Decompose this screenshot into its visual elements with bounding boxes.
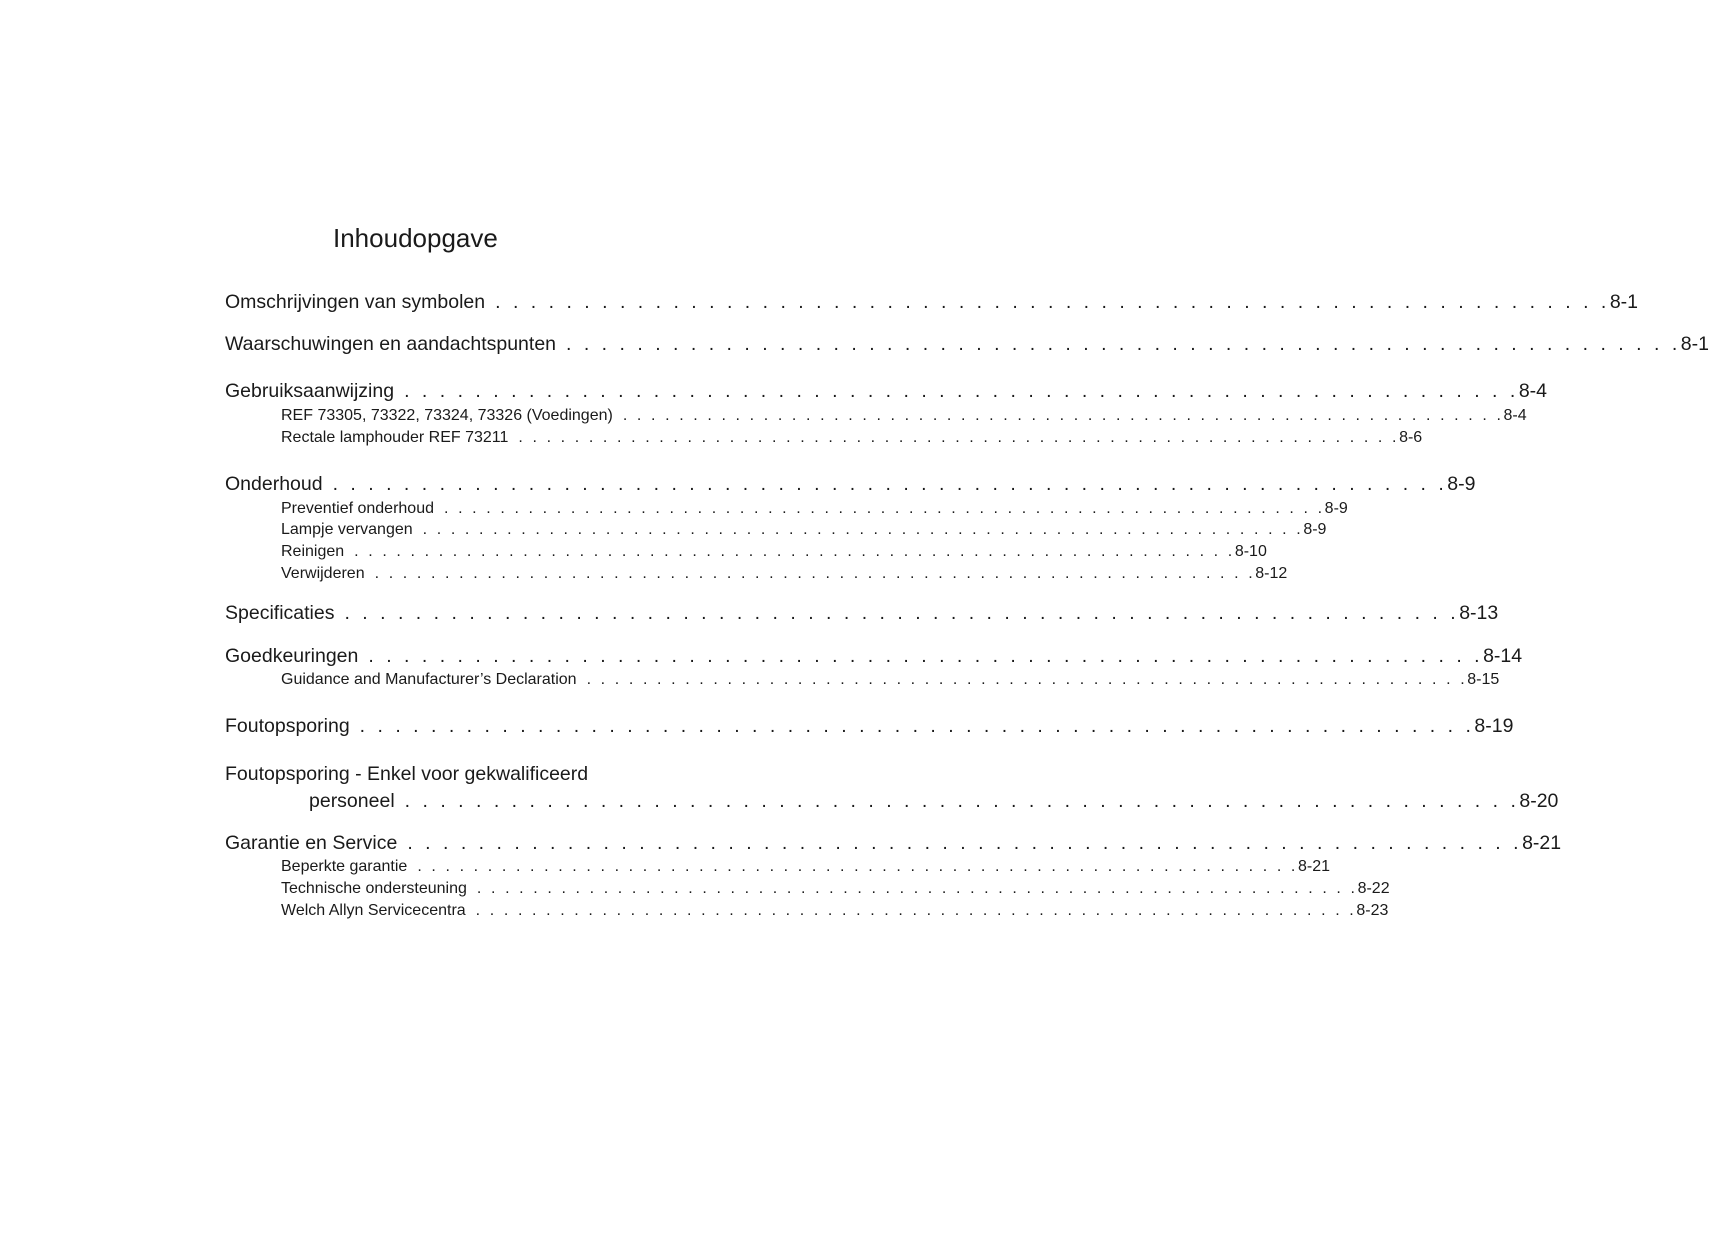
dot-leader: . . . . . . . . . . . . . . . . . . . . . . . . . . . . . . . . . . . . . . . . . . . . . . . . . . . . . . . . . . . . . . . (518, 429, 1400, 446)
dot-leader: . . . . . . . . . . . . . . . . . . . . . . . . . . . . . . . . . . . . . . . . . . . . . . . . . . . . . . . . . . . . . . . (422, 521, 1304, 538)
toc-subentry-page: 8-9 (1303, 521, 1327, 538)
toc-entry-page: 8-14 (1483, 645, 1523, 667)
toc-entry-page: 8-1 (1680, 333, 1709, 355)
toc-subentry-limited-warranty[interactable] (281, 857, 1331, 877)
toc-entry-warranty[interactable] (225, 831, 1562, 855)
toc-entry-page: 8-19 (1474, 715, 1514, 737)
toc-entry-page: 8-1 (1609, 291, 1639, 313)
dot-leader: . . . . . . . . . . . . . . . . . . . . . . . . . . . . . . . . . . . . . . . . . . . . . . . . . . . . . . . . . . . . . . . (586, 671, 1468, 688)
toc-subentry-lamp[interactable] (281, 520, 1327, 540)
toc-subentry-page: 8-6 (1399, 429, 1423, 446)
toc-subentry-guidance[interactable] (281, 670, 1500, 690)
dot-leader: . . . . . . . . . . . . . . . . . . . . . . . . . . . . . . . . . . . . . . . . . . . . . . . . . . . . . . . . . . . . . . . (566, 333, 1681, 355)
toc-subentry-label: REF 73305, 73322, 73324, 73326 (Voedingen) (281, 407, 613, 424)
toc-subentry-label: Technische ondersteuning (281, 880, 467, 897)
toc-entry-label: Specificaties (225, 602, 335, 624)
dot-leader: . . . . . . . . . . . . . . . . . . . . . . . . . . . . . . . . . . . . . . . . . . . . . . . . . . . . . . . . . . . . . . . (359, 715, 1475, 737)
dot-leader: . . . . . . . . . . . . . . . . . . . . . . . . . . . . . . . . . . . . . . . . . . . . . . . . . . . . . . . . . . . . . . . (404, 380, 1519, 402)
toc-entry-label: personeel (309, 790, 395, 812)
toc-entry-page: 8-13 (1459, 602, 1499, 624)
toc-entry-maintenance[interactable] (225, 472, 1476, 496)
toc-entry-warnings[interactable] (225, 332, 1709, 356)
toc-subentry-label: Welch Allyn Servicecentra (281, 902, 466, 919)
toc-entry-troubleshooting[interactable] (225, 714, 1514, 738)
toc-subentry-power-supplies[interactable] (281, 406, 1527, 426)
toc-subentry-service-centers[interactable] (281, 901, 1389, 921)
dot-leader: . . . . . . . . . . . . . . . . . . . . . . . . . . . . . . . . . . . . . . . . . . . . . . . . . . . . . . . . . . . . . . . (344, 602, 1460, 624)
toc-subentry-page: 8-15 (1467, 671, 1500, 688)
toc-subentry-cleaning[interactable] (281, 542, 1267, 562)
toc-entry-page: 8-9 (1447, 473, 1476, 495)
toc-entry-page: 8-4 (1518, 380, 1547, 402)
toc-entry-label: Omschrijvingen van symbolen (225, 291, 486, 313)
toc-subentry-label: Rectale lamphouder REF 73211 (281, 429, 509, 446)
toc-entry-qualified-line1[interactable]: Foutopsporing - Enkel voor gekwalificeerd (225, 763, 589, 785)
toc-subentry-label: Lampje vervangen (281, 521, 413, 538)
toc-entry-label: Garantie en Service (225, 832, 398, 854)
dot-leader: . . . . . . . . . . . . . . . . . . . . . . . . . . . . . . . . . . . . . . . . . . . . . . . . . . . . . . . . . . . . . . . (368, 645, 1484, 667)
dot-leader: . . . . . . . . . . . . . . . . . . . . . . . . . . . . . . . . . . . . . . . . . . . . . . . . . . . . . . . . . . . . . . . (354, 543, 1235, 560)
dot-leader: . . . . . . . . . . . . . . . . . . . . . . . . . . . . . . . . . . . . . . . . . . . . . . . . . . . . . . . . . . . . . . . (332, 473, 1448, 495)
toc-subentry-page: 8-21 (1297, 858, 1331, 875)
dot-leader: . . . . . . . . . . . . . . . . . . . . . . . . . . . . . . . . . . . . . . . . . . . . . . . . . . . . . . . . . . . . . . . (476, 880, 1358, 897)
dot-leader: . . . . . . . . . . . . . . . . . . . . . . . . . . . . . . . . . . . . . . . . . . . . . . . . . . . . . . . . . . . . . . . (495, 291, 1610, 313)
dot-leader: . . . . . . . . . . . . . . . . . . . . . . . . . . . . . . . . . . . . . . . . . . . . . . . . . . . . . . . . . . . . . . . (622, 407, 1504, 424)
dot-leader: . . . . . . . . . . . . . . . . . . . . . . . . . . . . . . . . . . . . . . . . . . . . . . . . . . . . . . . . . . . . . . . (404, 790, 1520, 812)
toc-entry-label: Gebruiksaanwijzing (225, 380, 395, 402)
toc-entry-usage[interactable] (225, 379, 1547, 403)
dot-leader: . . . . . . . . . . . . . . . . . . . . . . . . . . . . . . . . . . . . . . . . . . . . . . . . . . . . . . . . . . . . . . . (417, 858, 1298, 875)
toc-subentry-label: Guidance and Manufacturer’s Declaration (281, 671, 577, 688)
toc-subentry-page: 8-4 (1503, 407, 1527, 424)
toc-subentry-page: 8-12 (1255, 565, 1288, 582)
toc-subentry-page: 8-22 (1357, 880, 1390, 897)
toc-subentry-label: Verwijderen (281, 565, 365, 582)
toc-entry-label: Foutopsporing (225, 715, 350, 737)
toc-entry-page: 8-20 (1519, 790, 1559, 812)
toc-entry-label: Waarschuwingen en aandachtspunten (225, 333, 557, 355)
toc-entry-symbols[interactable] (225, 290, 1639, 314)
toc-entry-label: Onderhoud (225, 473, 323, 495)
toc-entry-specs[interactable] (225, 601, 1499, 625)
dot-leader: . . . . . . . . . . . . . . . . . . . . . . . . . . . . . . . . . . . . . . . . . . . . . . . . . . . . . . . . . . . . . . . (374, 565, 1256, 582)
toc-subentry-page: 8-9 (1324, 500, 1348, 517)
toc-subentry-rectal-lamp[interactable] (281, 428, 1423, 448)
dot-leader: . . . . . . . . . . . . . . . . . . . . . . . . . . . . . . . . . . . . . . . . . . . . . . . . . . . . . . . . . . . . . . . (475, 902, 1357, 919)
toc-entry-label: Goedkeuringen (225, 645, 359, 667)
toc-subentry-preventive[interactable] (281, 499, 1348, 519)
toc-entry-qualified[interactable] (309, 789, 1559, 813)
page-title: Inhoudopgave (333, 223, 498, 253)
dot-leader: . . . . . . . . . . . . . . . . . . . . . . . . . . . . . . . . . . . . . . . . . . . . . . . . . . . . . . . . . . . . . . . (444, 500, 1325, 517)
toc-subentry-label: Reinigen (281, 543, 345, 560)
toc-subentry-label: Beperkte garantie (281, 858, 408, 875)
toc-subentry-page: 8-10 (1234, 543, 1267, 560)
toc-subentry-label: Preventief onderhoud (281, 500, 434, 517)
dot-leader: . . . . . . . . . . . . . . . . . . . . . . . . . . . . . . . . . . . . . . . . . . . . . . . . . . . . . . . . . . . . . . . (407, 832, 1523, 854)
toc-entry-page: 8-21 (1522, 832, 1562, 854)
toc-subentry-page: 8-23 (1356, 902, 1389, 919)
toc-subentry-disposal[interactable] (281, 564, 1288, 584)
toc-entry-approvals[interactable] (225, 644, 1523, 668)
toc-subentry-technical-support[interactable] (281, 879, 1390, 899)
